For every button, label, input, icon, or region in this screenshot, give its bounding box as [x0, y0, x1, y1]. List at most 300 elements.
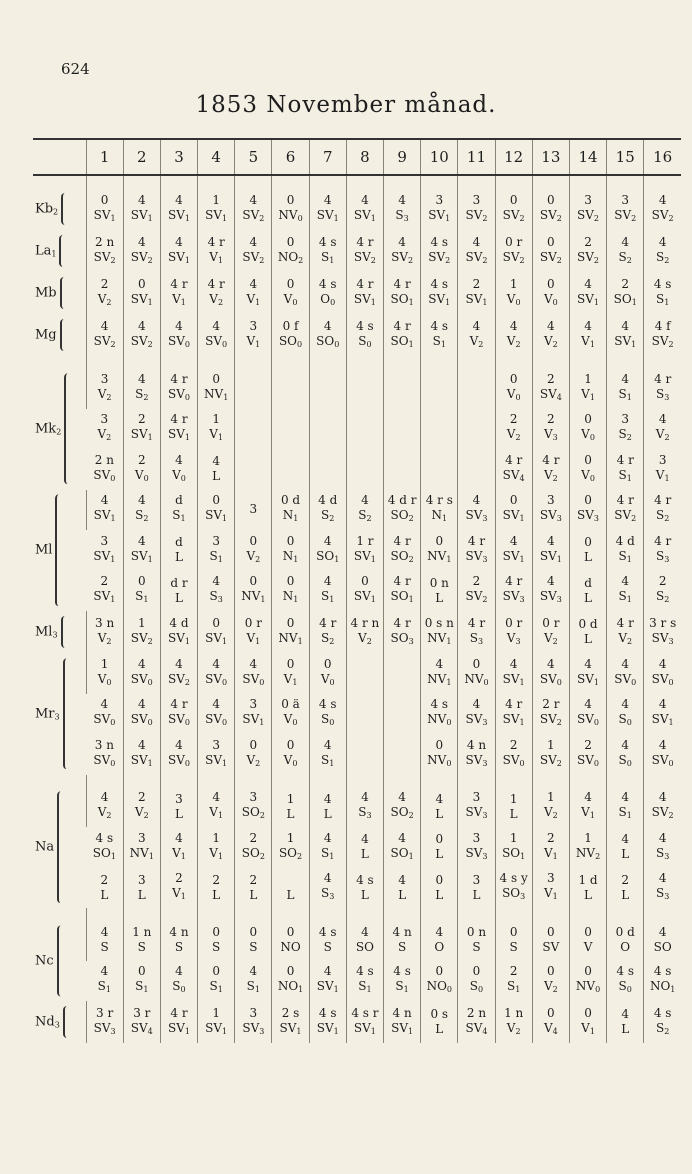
- row-label-text: Na: [35, 792, 65, 904]
- column-header: 16: [644, 139, 681, 175]
- wind-value: $S_1$: [321, 589, 335, 605]
- column-header: 7: [309, 139, 346, 175]
- cloud-cover: 4 n: [392, 1005, 412, 1020]
- cloud-cover: 4 r: [467, 533, 486, 548]
- cloud-cover: 4 s: [318, 1005, 337, 1020]
- wind-value: L: [621, 1022, 630, 1036]
- wind-value: $NV_0$: [427, 752, 452, 768]
- row-label: [33, 490, 86, 612]
- table-cell: [309, 694, 346, 735]
- cloud-cover: 4: [212, 454, 220, 469]
- wind-value: $S_3$: [469, 630, 484, 646]
- wind-value: S: [212, 940, 221, 955]
- wind-value: $SV_0$: [651, 671, 674, 687]
- table-cell: [235, 188, 272, 230]
- wind-value: $V_2$: [506, 1020, 521, 1036]
- wind-value: $SO_2$: [390, 508, 414, 524]
- wind-value: $S_2$: [655, 1020, 670, 1036]
- wind-value: $SV_1$: [130, 291, 153, 307]
- wind-value: $SV_2$: [577, 207, 600, 223]
- cloud-cover: 0: [137, 964, 146, 979]
- table-cell: [607, 449, 644, 490]
- table-cell: [309, 230, 346, 272]
- cloud-cover: 4 f: [654, 318, 671, 333]
- table-cell: [86, 694, 123, 735]
- table-cell: [346, 530, 383, 571]
- cloud-cover: 4: [361, 493, 369, 508]
- table-cell: [569, 961, 606, 1002]
- table-cell: [421, 868, 458, 909]
- wind-value: $SV_1$: [130, 752, 153, 768]
- row-label: [33, 920, 86, 1001]
- table-cell: [346, 230, 383, 272]
- brace-icon: [55, 495, 63, 607]
- wind-value: $SO_2$: [241, 845, 265, 861]
- cloud-cover: 4: [137, 493, 146, 508]
- cloud-cover: 0: [584, 925, 592, 940]
- wind-value: $SV_1$: [502, 671, 525, 687]
- table-cell: [198, 694, 235, 735]
- cloud-cover: 4 r: [356, 276, 374, 291]
- cloud-cover: 4 d: [615, 533, 635, 548]
- cloud-cover: 4: [137, 697, 146, 712]
- wind-value: $SV_3$: [539, 589, 562, 605]
- cloud-cover: 4: [547, 533, 555, 548]
- cloud-cover: 0: [509, 371, 518, 386]
- wind-value: $SV_3$: [465, 752, 488, 768]
- wind-value: L: [100, 887, 109, 902]
- wind-value: $V_0$: [320, 671, 335, 687]
- cloud-cover: 3: [137, 830, 146, 845]
- cloud-cover: 4 r: [207, 276, 225, 291]
- cloud-cover: 4: [584, 276, 592, 291]
- wind-value: $SO_2$: [241, 805, 265, 821]
- cloud-cover: 4: [175, 452, 183, 467]
- wind-value: $SV_2$: [539, 712, 562, 728]
- cloud-cover: 4: [658, 697, 667, 712]
- cloud-cover: 4: [472, 318, 481, 333]
- wind-value: $SO_1$: [390, 333, 414, 349]
- cloud-cover: 0: [584, 964, 592, 979]
- row-label: [33, 1001, 86, 1043]
- table-cell: [346, 787, 383, 828]
- cloud-cover: 0: [361, 574, 369, 589]
- cloud-cover: 4 r: [319, 615, 337, 630]
- table-cell: [532, 490, 569, 531]
- cloud-cover: 4 r: [654, 493, 672, 508]
- cloud-cover: 4 r: [616, 493, 634, 508]
- wind-value: $NV_0$: [464, 671, 489, 687]
- table-cell: [86, 961, 123, 1002]
- cloud-cover: 1: [212, 1005, 220, 1020]
- table-cell: [384, 653, 421, 694]
- table-cell: [644, 868, 681, 909]
- cloud-cover: 2: [547, 412, 555, 427]
- table-cell: [384, 694, 421, 735]
- table-cell: [607, 868, 644, 909]
- cloud-cover: 1 d: [578, 872, 598, 887]
- table-cell: [160, 571, 197, 612]
- cloud-cover: 3: [472, 872, 481, 887]
- wind-value: $S_1$: [395, 979, 409, 995]
- table-cell: [644, 611, 681, 653]
- table-cell: [458, 920, 495, 961]
- table-cell: [569, 787, 606, 828]
- table-cell: [235, 787, 272, 828]
- cloud-cover: 4: [323, 318, 332, 333]
- table-cell: [607, 920, 644, 961]
- wind-value: L: [174, 550, 183, 565]
- cloud-cover: 0: [249, 574, 258, 589]
- wind-value: $SV_1$: [316, 1020, 339, 1036]
- wind-value: $SV_1$: [577, 291, 600, 307]
- wind-value: $S_1$: [97, 979, 111, 995]
- table-cell: [272, 1001, 309, 1043]
- cloud-cover: 1: [509, 276, 518, 291]
- table-cell: [346, 611, 383, 653]
- table-cell: [309, 272, 346, 314]
- table-cell: [235, 961, 272, 1002]
- cloud-cover: 0: [547, 234, 555, 249]
- table-cell: [532, 787, 569, 828]
- table-cell: [644, 920, 681, 961]
- table-cell: [458, 230, 495, 272]
- table-cell: [160, 653, 197, 694]
- wind-value: $SV_3$: [465, 548, 488, 564]
- spacer-row: [33, 175, 681, 188]
- table-cell: [384, 961, 421, 1002]
- cloud-cover: [272, 873, 308, 888]
- table-cell: [123, 734, 160, 775]
- wind-value: $V_1$: [581, 805, 595, 821]
- table-cell: [272, 961, 309, 1002]
- table-cell: [569, 314, 606, 356]
- cloud-cover: 4: [398, 830, 406, 845]
- wind-value: $SV_1$: [167, 249, 190, 265]
- table-cell: [458, 827, 495, 868]
- cloud-cover: 0: [286, 737, 295, 752]
- table-cell: [86, 530, 123, 571]
- table-cell: [86, 920, 123, 961]
- cloud-cover: 1: [584, 830, 592, 845]
- table-cell: [569, 1001, 606, 1043]
- cloud-cover: 2: [137, 790, 146, 805]
- cloud-cover: 0: [286, 234, 295, 249]
- cloud-cover: 2: [137, 412, 146, 427]
- table-cell: [458, 188, 495, 230]
- wind-value: $SV_1$: [316, 207, 339, 223]
- cloud-cover: 4: [175, 192, 183, 207]
- row-label: [33, 368, 86, 490]
- cloud-cover: 4: [547, 574, 555, 589]
- cloud-cover: 0 s: [430, 1007, 449, 1021]
- wind-value: $V_2$: [246, 548, 261, 564]
- table-cell: [384, 272, 421, 314]
- wind-value: $S_0$: [618, 712, 632, 728]
- cloud-cover: 2: [249, 830, 258, 845]
- wind-value: $SV_1$: [130, 207, 153, 223]
- wind-value: $S_1$: [618, 386, 632, 402]
- table-cell: [160, 272, 197, 314]
- table-cell: [644, 272, 681, 314]
- table-cell: [86, 653, 123, 694]
- header-row: [33, 139, 681, 175]
- wind-value: $SV_1$: [167, 207, 190, 223]
- table-row: [33, 188, 681, 230]
- wind-value: L: [435, 806, 444, 821]
- wind-value: $V_0$: [283, 291, 298, 307]
- column-header: 13: [532, 139, 569, 175]
- table-cell: [569, 734, 606, 775]
- brace-icon: [63, 658, 71, 770]
- cloud-cover: 4: [509, 533, 518, 548]
- table-cell: [123, 571, 160, 612]
- table-cell: [644, 653, 681, 694]
- table-cell: [86, 230, 123, 272]
- wind-value: $SV_2$: [614, 207, 637, 223]
- cloud-cover: 4 r: [505, 697, 523, 712]
- table-cell: [607, 787, 644, 828]
- table-cell: [495, 409, 532, 450]
- cloud-cover: 4 s: [95, 830, 114, 845]
- cloud-cover: 4: [398, 872, 406, 887]
- cloud-cover: 0: [286, 656, 295, 671]
- wind-value: $SO_0$: [278, 333, 303, 349]
- table-cell: [160, 868, 197, 909]
- table-cell: [421, 694, 458, 735]
- cloud-cover: 3: [249, 697, 258, 712]
- table-cell: [123, 787, 160, 828]
- table-cell: [384, 920, 421, 961]
- cloud-cover: 4: [547, 318, 555, 333]
- wind-value: $SV_2$: [353, 249, 376, 265]
- cloud-cover: 3: [249, 502, 258, 517]
- table-cell: [123, 188, 160, 230]
- cloud-cover: 1: [137, 615, 146, 630]
- table-cell: [272, 409, 309, 450]
- wind-value: $NV_0$: [575, 979, 601, 995]
- wind-value: V: [583, 940, 593, 955]
- wind-value: $SV_2$: [93, 249, 116, 265]
- cloud-cover: 0: [286, 276, 295, 291]
- wind-value: $V_2$: [97, 427, 112, 443]
- row-label-text: $La_1$: [35, 235, 67, 267]
- table-cell: [495, 734, 532, 775]
- wind-value: $N_1$: [282, 548, 299, 564]
- wind-value: $SV_2$: [130, 630, 153, 646]
- table-cell: [421, 230, 458, 272]
- table-cell: [198, 571, 235, 612]
- cloud-cover: 4: [323, 830, 332, 845]
- table-cell: [160, 787, 197, 828]
- table-cell: [86, 368, 123, 409]
- wind-value: $N_1$: [431, 508, 448, 524]
- wind-value: $S_0$: [618, 979, 632, 995]
- cloud-cover: 4 s: [653, 276, 672, 291]
- table-cell: [272, 827, 309, 868]
- cloud-cover: 4: [100, 964, 109, 979]
- table-cell: [198, 449, 235, 490]
- brace-icon: [64, 373, 72, 485]
- wind-value: L: [584, 632, 593, 646]
- row-label: [33, 611, 86, 653]
- table-cell: [309, 449, 346, 490]
- cloud-cover: 4 s: [318, 234, 337, 249]
- wind-value: $V_1$: [172, 291, 186, 307]
- brace-icon: [61, 193, 69, 225]
- wind-value: $S_0$: [618, 752, 632, 768]
- wind-value: $V_2$: [506, 333, 521, 349]
- cloud-cover: 4: [621, 318, 630, 333]
- table-row: [33, 787, 681, 828]
- wind-value: $SV_1$: [130, 427, 153, 443]
- wind-value: $SV_1$: [205, 1020, 228, 1036]
- wind-value: $S_1$: [432, 333, 446, 349]
- wind-value: $S_0$: [321, 712, 335, 728]
- wind-value: $NV_0$: [278, 207, 303, 223]
- cloud-cover: 0: [472, 964, 481, 979]
- cloud-cover: 4: [435, 791, 444, 806]
- cloud-cover: 0: [547, 192, 555, 207]
- cloud-cover: 0: [584, 493, 592, 508]
- cloud-cover: 4: [323, 533, 332, 548]
- table-cell: [309, 961, 346, 1002]
- table-cell: [86, 409, 123, 450]
- cloud-cover: 2: [658, 574, 667, 589]
- wind-value: L: [323, 806, 332, 821]
- table-cell: [384, 490, 421, 531]
- table-cell: [458, 961, 495, 1002]
- table-cell: [532, 449, 569, 490]
- wind-value: $SV_2$: [502, 207, 525, 223]
- wind-value: $V_0$: [97, 671, 112, 687]
- cloud-cover: 4 r: [393, 276, 411, 291]
- cloud-cover: 4: [621, 234, 630, 249]
- table-cell: [421, 188, 458, 230]
- table-cell: [235, 409, 272, 450]
- table-cell: [644, 490, 681, 531]
- table-cell: [495, 188, 532, 230]
- table-cell: [123, 694, 160, 735]
- row-label-text: Ml: [35, 495, 63, 607]
- table-cell: [532, 409, 569, 450]
- cloud-cover: 4: [212, 318, 220, 333]
- wind-value: $V_1$: [209, 845, 224, 861]
- table-cell: [458, 734, 495, 775]
- cloud-cover: 4: [212, 697, 220, 712]
- header-corner: [33, 139, 86, 175]
- cloud-cover: 4: [323, 791, 332, 806]
- table-cell: [86, 490, 123, 531]
- cloud-cover: 0: [509, 493, 518, 508]
- table-cell: [607, 653, 644, 694]
- cloud-cover: 1: [547, 737, 555, 752]
- table-cell: [421, 1001, 458, 1043]
- wind-value: $V_0$: [506, 291, 521, 307]
- table-cell: [346, 449, 383, 490]
- table-cell: [198, 611, 235, 653]
- table-cell: [421, 787, 458, 828]
- cloud-cover: 0: [286, 964, 295, 979]
- wind-value: $V_2$: [97, 386, 112, 402]
- wind-value: $V_1$: [283, 671, 298, 687]
- table-cell: [495, 920, 532, 961]
- cloud-cover: 3: [621, 192, 630, 207]
- table-cell: [86, 734, 123, 775]
- wind-value: $SV_1$: [316, 979, 339, 995]
- cloud-cover: 0: [137, 574, 146, 589]
- cloud-cover: 3: [584, 192, 592, 207]
- wind-value: $SV_3$: [465, 845, 488, 861]
- table-cell: [421, 653, 458, 694]
- wind-value: $S_3$: [655, 886, 670, 902]
- wind-value: $SO_1$: [502, 845, 526, 861]
- wind-value: L: [435, 887, 444, 902]
- cloud-cover: 1: [212, 830, 220, 845]
- table-cell: [309, 920, 346, 961]
- table-cell: [384, 314, 421, 356]
- cloud-cover: 3: [175, 791, 183, 806]
- wind-value: $V_2$: [543, 467, 558, 483]
- table-cell: [607, 490, 644, 531]
- table-cell: [198, 827, 235, 868]
- table-cell: [644, 1001, 681, 1043]
- column-header: 9: [384, 139, 421, 175]
- wind-value: $S_1$: [135, 589, 149, 605]
- cloud-cover: 4 d r: [387, 493, 417, 508]
- cloud-cover: 4 r s: [425, 493, 453, 508]
- cloud-cover: 2 n: [95, 234, 115, 249]
- cloud-cover: 4: [658, 790, 667, 805]
- wind-value: $S_3$: [358, 805, 372, 821]
- table-cell: [644, 694, 681, 735]
- wind-value: $V_1$: [172, 886, 186, 902]
- table-cell: [198, 272, 235, 314]
- table-cell: [644, 314, 681, 356]
- table-cell: [309, 827, 346, 868]
- table-cell: [309, 1001, 346, 1043]
- cloud-cover: 3: [100, 412, 109, 427]
- wind-value: L: [472, 887, 481, 902]
- wind-value: $SV_1$: [353, 207, 376, 223]
- wind-value: L: [212, 887, 221, 902]
- table-cell: [458, 409, 495, 450]
- cloud-cover: 3: [249, 318, 258, 333]
- cloud-cover: 3: [249, 1005, 258, 1020]
- wind-value: $SV_0$: [502, 752, 525, 768]
- wind-value: L: [621, 847, 630, 862]
- brace-icon: [60, 277, 68, 309]
- wind-value: $SV_1$: [93, 589, 116, 605]
- wind-value: $V_2$: [358, 630, 372, 646]
- wind-value: $SV_0$: [93, 752, 116, 768]
- table-cell: [569, 653, 606, 694]
- cloud-cover: 0 r: [244, 615, 262, 630]
- cloud-cover: 4 s: [653, 964, 672, 979]
- cloud-cover: 2 n: [94, 452, 114, 467]
- cloud-cover: 4: [137, 656, 146, 671]
- wind-value: $SV_1$: [205, 508, 228, 524]
- wind-value: $V_1$: [581, 1020, 595, 1036]
- wind-value: $V_2$: [506, 427, 521, 443]
- cloud-cover: 4: [658, 234, 667, 249]
- wind-value: $SV_2$: [502, 249, 525, 265]
- cloud-cover: 3 r: [133, 1005, 151, 1020]
- row-label-text: $Nd_3$: [35, 1006, 71, 1038]
- wind-value: $S_2$: [655, 508, 670, 524]
- wind-value: $SV_2$: [539, 752, 562, 768]
- wind-value: $S_1$: [246, 979, 260, 995]
